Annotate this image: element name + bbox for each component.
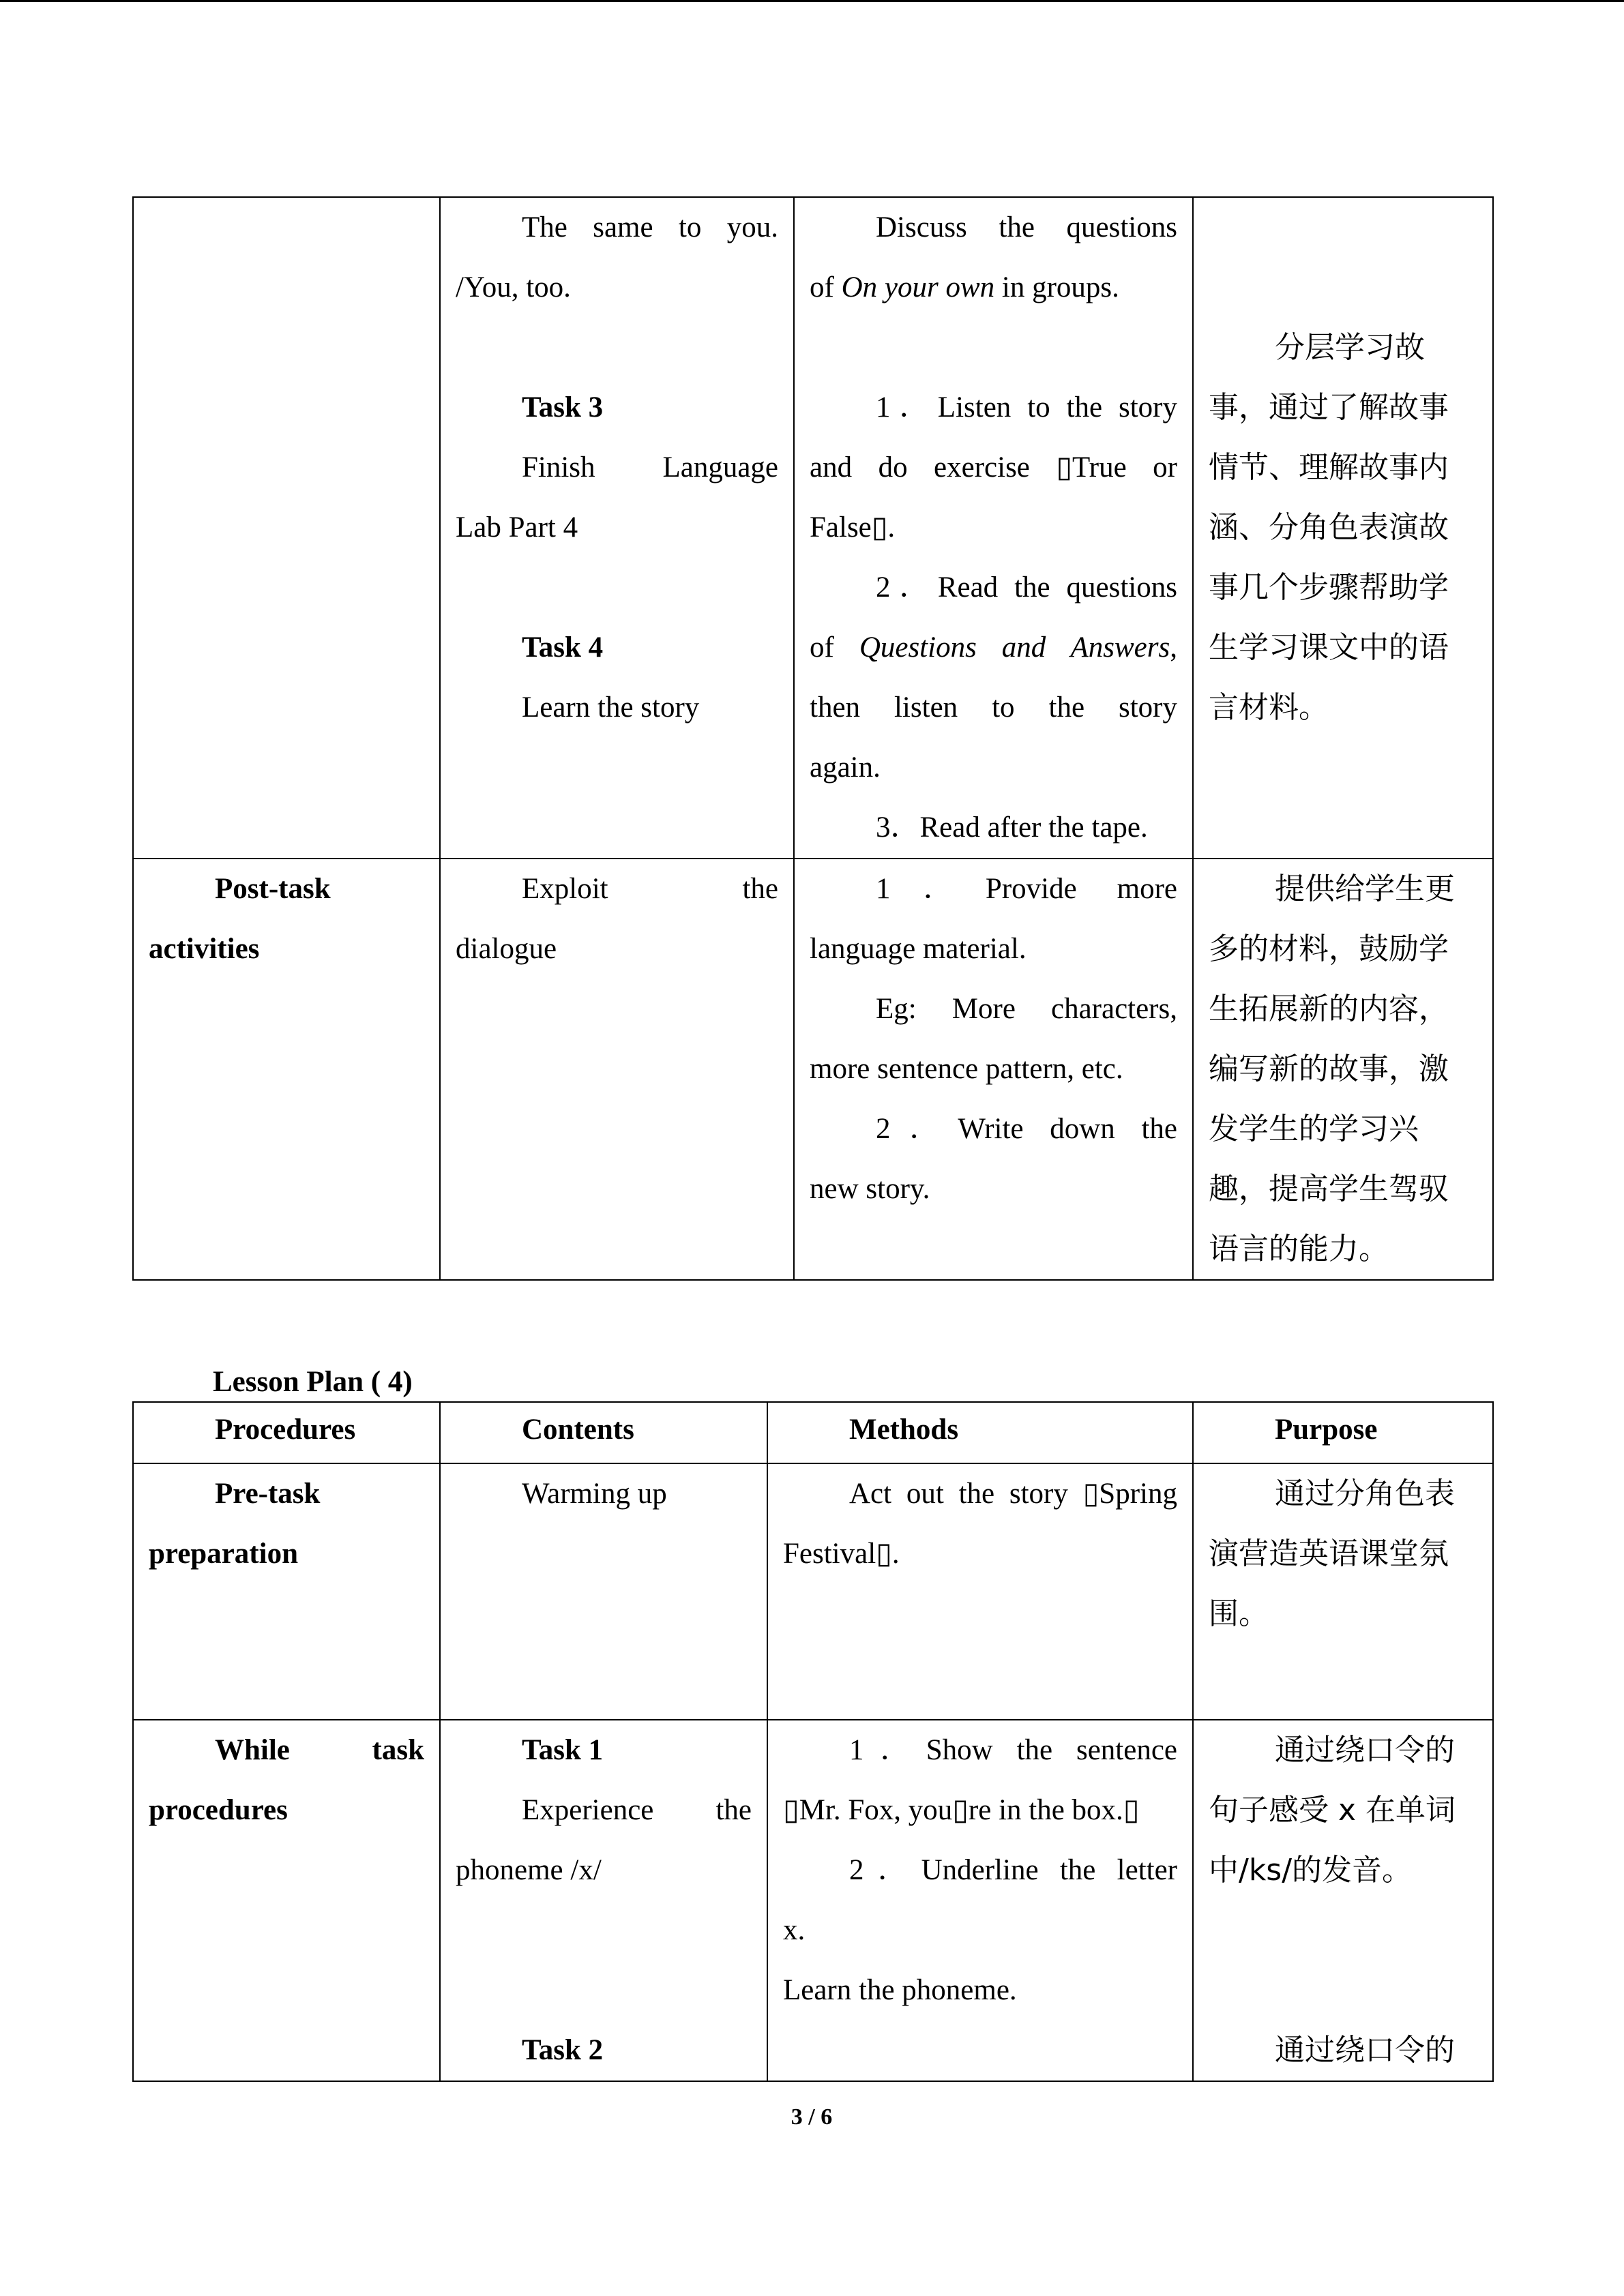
header-procedures: Procedures	[133, 1402, 440, 1463]
table-row	[133, 1720, 1493, 2081]
purpose-text: 事几个步骤帮助学	[1209, 570, 1449, 605]
procedure-label: Post-task	[215, 873, 331, 905]
procedure-label: activities	[149, 933, 260, 965]
procedure-cell	[133, 197, 440, 859]
procedure-label: Pre-task	[215, 1478, 321, 1510]
purpose-text: 事，通过了解故事	[1209, 390, 1449, 425]
purpose-text: 语言的能力。	[1209, 1232, 1389, 1266]
contents-text: dialogue	[456, 933, 557, 965]
purpose-text: 中/ks/的发音。	[1209, 1853, 1413, 1888]
methods-text: and do exercise ▯True or	[810, 451, 1177, 483]
methods-text: language material.	[810, 933, 1027, 965]
methods-text: Act out the story ▯Spring	[849, 1478, 1177, 1510]
purpose-cell	[1193, 197, 1493, 859]
contents-text: /You, too.	[456, 271, 571, 303]
contents-cell	[440, 1720, 767, 2081]
methods-text: 1．Listen to the story	[876, 391, 1177, 423]
lesson-plan-title: Lesson Plan ( 4)	[213, 1366, 413, 1398]
methods-text: Eg: More characters,	[876, 993, 1177, 1025]
purpose-cell	[1193, 1720, 1493, 2081]
purpose-text: 生学习课文中的语	[1209, 630, 1449, 665]
methods-text: False▯.	[810, 511, 896, 543]
header-methods: Methods	[767, 1402, 1193, 1463]
methods-text: 1．Provide more	[876, 873, 1177, 905]
procedure-label: preparation	[149, 1538, 298, 1570]
contents-text: Lab Part 4	[456, 511, 578, 543]
task-title: Task 1	[522, 1734, 604, 1766]
procedure-cell	[133, 1720, 440, 2081]
contents-text: phoneme /x/	[456, 1854, 602, 1886]
purpose-text: 言材料。	[1209, 690, 1329, 725]
methods-text: again.	[810, 751, 881, 784]
contents-text: Learn the story	[522, 691, 700, 724]
contents-cell	[440, 197, 794, 859]
methods-text: 2．Write down the	[876, 1113, 1177, 1145]
procedure-cell	[133, 859, 440, 1280]
purpose-text: 趣，提高学生驾驭	[1209, 1172, 1449, 1206]
methods-text: 2．Read the questions	[876, 571, 1177, 603]
header-contents: Contents	[440, 1402, 767, 1463]
table-row	[133, 859, 1493, 1280]
methods-cell	[794, 859, 1193, 1280]
contents-text: Warming up	[522, 1478, 667, 1510]
purpose-text: 提供给学生更	[1275, 871, 1455, 906]
procedure-label: While task	[215, 1734, 424, 1766]
top-border-line	[0, 0, 1624, 2]
contents-text: Finish Language	[522, 451, 778, 483]
procedure-cell	[133, 1463, 440, 1720]
contents-cell	[440, 859, 794, 1280]
methods-text: 2．Underline the letter	[849, 1854, 1177, 1886]
methods-text: new story.	[810, 1173, 930, 1205]
methods-text: of Questions and Answers,	[810, 631, 1177, 664]
task-title: Task 4	[522, 631, 604, 664]
contents-cell	[440, 1463, 767, 1720]
methods-text: of On your own in groups.	[810, 271, 1119, 303]
table-row	[133, 197, 1493, 859]
purpose-text: 演营造英语课堂氛	[1209, 1536, 1449, 1571]
header-purpose: Purpose	[1193, 1402, 1493, 1463]
methods-text: Discuss the questions	[876, 211, 1177, 243]
purpose-text: 情节、理解故事内	[1209, 450, 1449, 485]
page-number: 3 / 6	[791, 2104, 833, 2130]
task-title: Task 2	[522, 2034, 604, 2066]
purpose-text: 通过绕口令的	[1275, 1733, 1455, 1768]
methods-text: 3．Read after the tape.	[876, 811, 1148, 844]
methods-cell	[794, 197, 1193, 859]
purpose-cell	[1193, 859, 1493, 1280]
lesson-plan-4-table	[132, 1401, 1494, 2082]
methods-text: x.	[783, 1914, 806, 1946]
purpose-text: 生拓展新的内容，	[1209, 992, 1449, 1026]
table-row	[133, 1463, 1493, 1720]
purpose-text: 分层学习故	[1275, 330, 1425, 365]
purpose-text: 围。	[1209, 1596, 1269, 1631]
procedure-label: procedures	[149, 1794, 288, 1826]
contents-text: Experience the	[522, 1794, 752, 1826]
purpose-text: 通过分角色表	[1275, 1476, 1455, 1511]
lesson-plan-table-continued	[132, 196, 1494, 1281]
methods-cell	[767, 1720, 1193, 2081]
task-title: Task 3	[522, 391, 604, 423]
contents-text: Exploit the	[522, 873, 778, 905]
purpose-text: 发学生的学习兴	[1209, 1112, 1419, 1146]
contents-text: The same to you.	[522, 211, 778, 243]
purpose-cell	[1193, 1463, 1493, 1720]
methods-text: 1．Show the sentence	[849, 1734, 1177, 1766]
purpose-text: 通过绕口令的	[1275, 2033, 1455, 2068]
methods-text: then listen to the story	[810, 691, 1177, 724]
methods-text: ▯Mr. Fox, you▯re in the box.▯	[783, 1794, 1140, 1826]
purpose-text: 编写新的故事，激	[1209, 1052, 1449, 1086]
purpose-text: 句子感受 x 在单词	[1209, 1793, 1456, 1828]
purpose-text: 多的材料，鼓励学	[1209, 931, 1449, 966]
methods-text: more sentence pattern, etc.	[810, 1053, 1123, 1085]
purpose-text: 涵、分角色表演故	[1209, 510, 1449, 545]
methods-cell	[767, 1463, 1193, 1720]
methods-text: Festival▯.	[783, 1538, 900, 1570]
table-header-row	[133, 1402, 1493, 1463]
methods-text: Learn the phoneme.	[783, 1974, 1017, 2006]
